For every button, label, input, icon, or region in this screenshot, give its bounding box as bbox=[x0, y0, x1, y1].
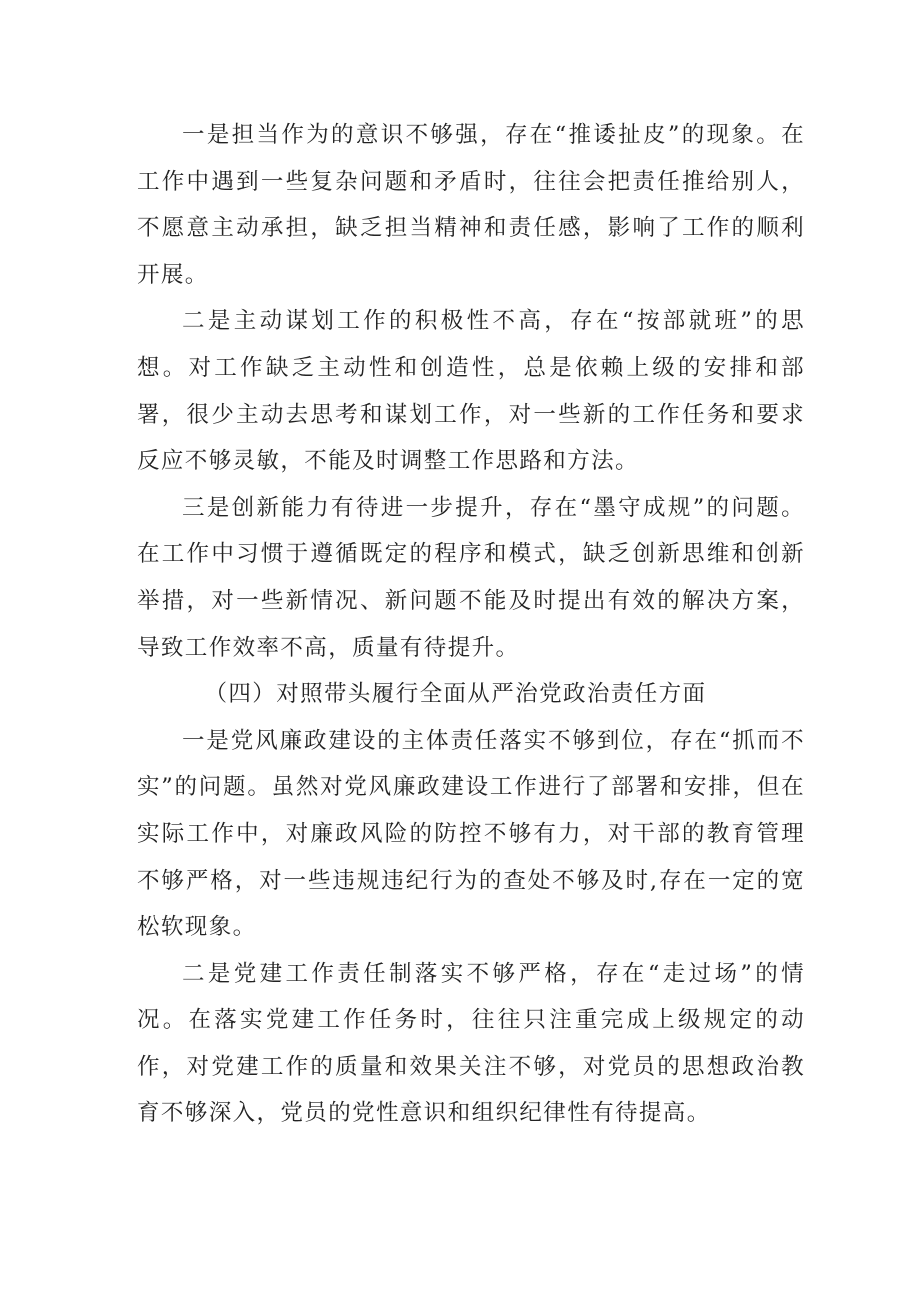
section-heading: （四）对照带头履行全面从严治党政治责任方面 bbox=[204, 681, 707, 708]
paragraph-anti-corruption: 一是党风廉政建设的主体责任落实不够到位，存在“抓而不实”的问题。虽然对党风廉政建设工作进行了部署和安排，但在实际工作中，对廉政风险的防控不够有力，对干部的教育管理不够严格，对一些违规违纪行为的查处不够及时,存在一定的宽松软现象。 bbox=[137, 727, 805, 941]
paragraph-responsibility: 一是担当作为的意识不够强，存在“推诿扯皮”的现象。在工作中遇到一些复杂问题和矛盾时，往往会把责任推给别人，不愿意主动承担，缺乏担当精神和责任感，影响了工作的顺利开展。 bbox=[137, 122, 805, 288]
paragraph-innovation: 三是创新能力有待进一步提升，存在“墨守成规”的问题。在工作中习惯于遵循既定的程序和模式，缺乏创新思维和创新举措，对一些新情况、新问题不能及时提出有效的解决方案，导致工作效率不高，质量有待提升。 bbox=[137, 494, 805, 661]
paragraph-party-building: 二是党建工作责任制落实不够严格，存在“走过场”的情况。在落实党建工作任务时，往往只注重完成上级规定的动作，对党建工作的质量和效果关注不够，对党员的思想政治教育不够深入，党员的党性意识和组织纪律性有待提高。 bbox=[137, 960, 805, 1127]
paragraph-initiative: 二是主动谋划工作的积极性不高，存在“按部就班”的思想。对工作缺乏主动性和创造性，总是依赖上级的安排和部署，很少主动去思考和谋划工作，对一些新的工作任务和要求反应不够灵敏，不能及时调整工作思路和方法。 bbox=[137, 308, 805, 475]
document-body bbox=[137, 112, 805, 1137]
